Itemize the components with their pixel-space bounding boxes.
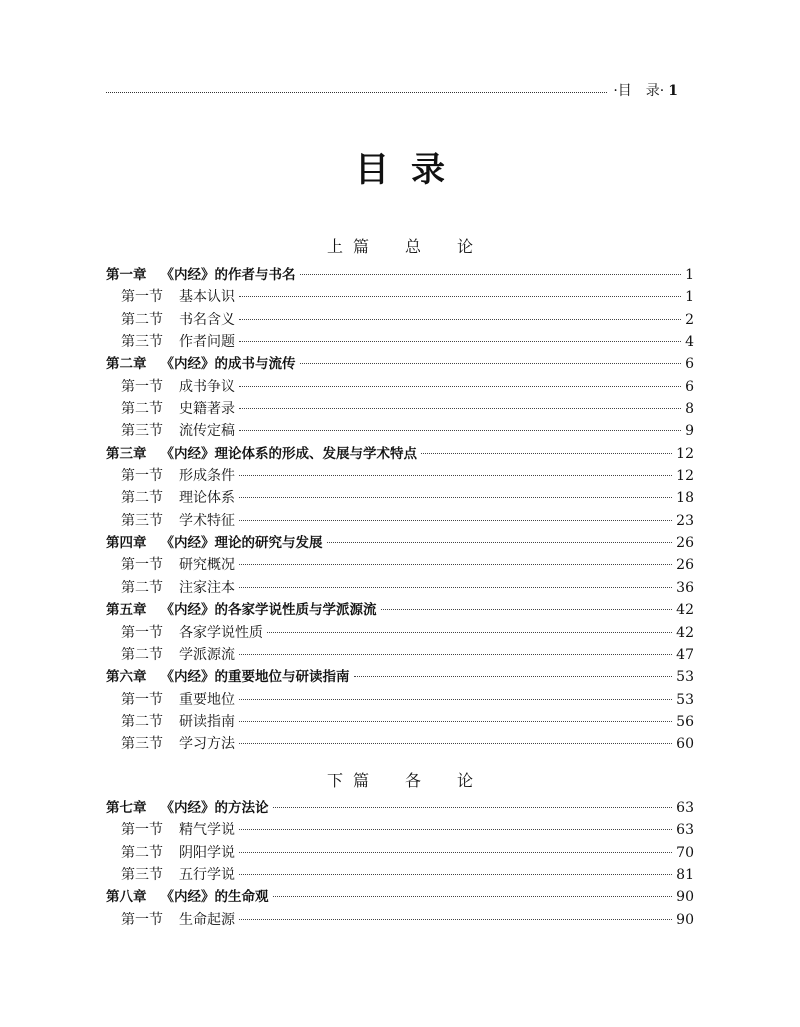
dot-leader <box>267 632 672 633</box>
entry-number: 第二节 <box>121 490 163 507</box>
entry-title: 研读指南 <box>179 713 235 730</box>
dot-leader <box>239 520 672 521</box>
entry-title: 学术特征 <box>179 512 235 529</box>
entry-number: 第七章 <box>106 800 147 816</box>
entry-page-number: 36 <box>676 579 694 596</box>
dot-leader <box>273 807 673 808</box>
header-label: ·目 录· <box>613 83 665 99</box>
entry-title: 《内经》的生命观 <box>160 889 269 906</box>
running-header <box>106 80 678 100</box>
toc-chapter-entry[interactable] <box>106 264 694 286</box>
dot-leader <box>239 587 672 588</box>
entry-page-number: 6 <box>685 378 694 395</box>
entry-page-number: 63 <box>676 800 694 816</box>
entry-number: 第三节 <box>121 334 163 351</box>
part-heading-lower: 下篇 各 论 <box>326 771 483 790</box>
dot-leader <box>239 654 672 655</box>
header-page-number: 1 <box>668 83 678 99</box>
toc-chapter-entry[interactable] <box>106 599 694 621</box>
entry-title: 形成条件 <box>179 468 235 485</box>
entry-number: 第二节 <box>121 844 163 861</box>
toc-section-entry[interactable] <box>106 577 694 599</box>
toc-section-entry[interactable] <box>106 554 694 576</box>
dot-leader <box>381 609 673 610</box>
entry-number: 第六章 <box>106 669 147 686</box>
entry-page-number: 56 <box>676 713 694 730</box>
entry-title: 五行学说 <box>179 867 235 884</box>
entry-page-number: 81 <box>676 867 694 884</box>
toc-section-entry[interactable] <box>106 286 694 308</box>
dot-leader <box>239 564 672 565</box>
entry-title: 《内经》的方法论 <box>160 800 269 816</box>
toc-section-entry[interactable] <box>106 842 694 864</box>
entry-title: 注家注本 <box>179 579 235 596</box>
toc-chapter-entry[interactable] <box>106 666 694 688</box>
dot-leader <box>239 408 681 409</box>
entry-page-number: 53 <box>676 691 694 708</box>
entry-page-number: 42 <box>676 624 694 641</box>
entry-number: 第二节 <box>121 713 163 730</box>
toc-chapter-entry[interactable] <box>106 353 694 375</box>
entry-page-number: 70 <box>676 844 694 861</box>
entry-title: 各家学说性质 <box>179 624 263 641</box>
toc-section-entry[interactable] <box>106 733 694 755</box>
entry-title: 流传定稿 <box>179 423 235 440</box>
entry-number: 第二章 <box>106 356 147 373</box>
entry-number: 第二节 <box>121 401 163 418</box>
entry-title: 重要地位 <box>179 691 235 708</box>
dot-leader <box>239 319 681 320</box>
toc-section-entry[interactable] <box>106 420 694 442</box>
toc-section-entry[interactable] <box>106 819 694 841</box>
entry-page-number: 12 <box>676 445 694 462</box>
toc-section-entry[interactable] <box>106 376 694 398</box>
entry-number: 第二节 <box>121 579 163 596</box>
header-dot-leader <box>106 92 607 93</box>
entry-page-number: 26 <box>676 535 694 552</box>
entry-title: 基本认识 <box>179 289 235 306</box>
entry-number: 第三节 <box>121 423 163 440</box>
entry-title: 理论体系 <box>179 490 235 507</box>
toc-chapter-entry[interactable] <box>106 797 694 819</box>
entry-title: 成书争议 <box>179 378 235 395</box>
dot-leader <box>239 721 672 722</box>
toc-list-upper <box>106 264 694 756</box>
entry-title: 《内经》的成书与流传 <box>160 356 296 373</box>
toc-chapter-entry[interactable] <box>106 532 694 554</box>
entry-number: 第三节 <box>121 867 163 884</box>
dot-leader <box>239 919 672 920</box>
dot-leader <box>421 453 672 454</box>
entry-number: 第一节 <box>121 691 163 708</box>
entry-title: 生命起源 <box>179 911 235 928</box>
entry-page-number: 6 <box>685 356 694 373</box>
toc-section-entry[interactable] <box>106 487 694 509</box>
dot-leader <box>239 475 672 476</box>
entry-page-number: 8 <box>685 401 694 418</box>
entry-title: 《内经》的重要地位与研读指南 <box>160 669 350 686</box>
entry-number: 第二节 <box>121 646 163 663</box>
toc-section-entry[interactable] <box>106 510 694 532</box>
entry-title: 《内经》的各家学说性质与学派源流 <box>160 602 377 619</box>
entry-title: 书名含义 <box>179 311 235 328</box>
dot-leader <box>239 386 681 387</box>
entry-page-number: 4 <box>685 334 694 351</box>
entry-title: 《内经》的作者与书名 <box>160 267 296 283</box>
entry-number: 第一节 <box>121 557 163 574</box>
entry-title: 研究概况 <box>179 557 235 574</box>
toc-section-entry[interactable] <box>106 398 694 420</box>
entry-page-number: 63 <box>676 822 694 839</box>
toc-section-entry[interactable] <box>106 909 694 931</box>
entry-number: 第二节 <box>121 311 163 328</box>
entry-number: 第一节 <box>121 822 163 839</box>
dot-leader <box>239 829 672 830</box>
entry-title: 史籍著录 <box>179 401 235 418</box>
entry-page-number: 47 <box>676 646 694 663</box>
entry-number: 第一节 <box>121 378 163 395</box>
toc-section-entry[interactable] <box>106 864 694 886</box>
entry-title: 学习方法 <box>179 736 235 753</box>
header-text <box>613 80 678 100</box>
dot-leader <box>300 274 682 275</box>
toc-section-entry[interactable] <box>106 711 694 733</box>
entry-page-number: 60 <box>676 736 694 753</box>
entry-number: 第八章 <box>106 889 147 906</box>
entry-number: 第一节 <box>121 289 163 306</box>
entry-page-number: 12 <box>676 468 694 485</box>
dot-leader <box>273 896 673 897</box>
entry-number: 第一章 <box>106 267 147 283</box>
entry-page-number: 53 <box>676 669 694 686</box>
dot-leader <box>239 341 681 342</box>
entry-page-number: 1 <box>685 289 694 306</box>
toc-chapter-entry[interactable] <box>106 886 694 908</box>
entry-page-number: 9 <box>685 423 694 440</box>
part-heading-upper: 上篇 总 论 <box>326 237 483 256</box>
entry-page-number: 90 <box>676 911 694 928</box>
dot-leader <box>239 430 681 431</box>
toc-section-entry[interactable] <box>106 309 694 331</box>
entry-number: 第四章 <box>106 535 147 552</box>
entry-page-number: 18 <box>676 490 694 507</box>
entry-number: 第三章 <box>106 445 147 462</box>
toc-chapter-entry[interactable] <box>106 443 694 465</box>
entry-number: 第三节 <box>121 512 163 529</box>
dot-leader <box>239 852 672 853</box>
entry-number: 第五章 <box>106 602 147 619</box>
entry-number: 第三节 <box>121 736 163 753</box>
dot-leader <box>327 542 673 543</box>
toc-section-entry[interactable] <box>106 465 694 487</box>
dot-leader <box>239 699 672 700</box>
dot-leader <box>239 743 672 744</box>
entry-number: 第一节 <box>121 911 163 928</box>
entry-page-number: 1 <box>685 267 694 283</box>
toc-section-entry[interactable] <box>106 689 694 711</box>
entry-title: 阴阳学说 <box>179 844 235 861</box>
toc-section-entry[interactable] <box>106 331 694 353</box>
dot-leader <box>239 296 681 297</box>
entry-title: 作者问题 <box>179 334 235 351</box>
page-title: 目录 <box>355 150 467 190</box>
entry-number: 第一节 <box>121 468 163 485</box>
entry-title: 学派源流 <box>179 646 235 663</box>
entry-title: 《内经》理论体系的形成、发展与学术特点 <box>160 445 417 462</box>
entry-page-number: 42 <box>676 602 694 619</box>
entry-number: 第一节 <box>121 624 163 641</box>
dot-leader <box>300 363 682 364</box>
toc-section-entry[interactable] <box>106 622 694 644</box>
entry-title: 《内经》理论的研究与发展 <box>160 535 323 552</box>
toc-section-entry[interactable] <box>106 644 694 666</box>
entry-page-number: 26 <box>676 557 694 574</box>
entry-page-number: 2 <box>685 311 694 328</box>
entry-page-number: 90 <box>676 889 694 906</box>
dot-leader <box>239 874 672 875</box>
dot-leader <box>354 676 673 677</box>
entry-title: 精气学说 <box>179 822 235 839</box>
entry-page-number: 23 <box>676 512 694 529</box>
toc-list-lower <box>106 797 694 931</box>
dot-leader <box>239 497 672 498</box>
